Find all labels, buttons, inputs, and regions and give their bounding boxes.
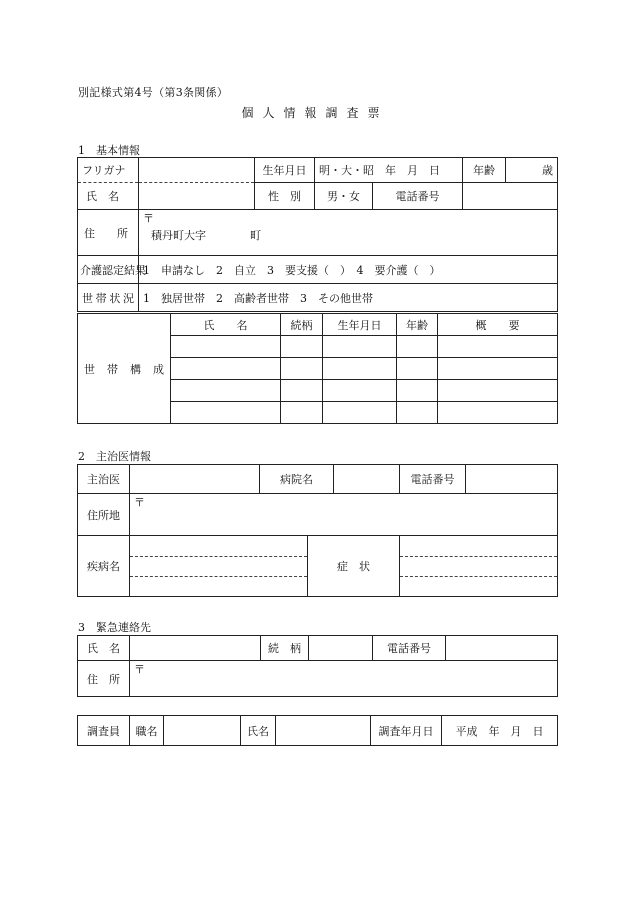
disease-field[interactable]	[130, 536, 308, 597]
member-age-field[interactable]	[397, 380, 438, 402]
member-relation-field[interactable]	[281, 402, 323, 424]
basic-info-table	[77, 157, 558, 312]
household-composition-label: 世帯構成	[78, 314, 171, 424]
member-relation-field[interactable]	[281, 380, 323, 402]
postal-mark-icon: 〒	[134, 663, 145, 676]
surveyor-name-label: 氏名	[241, 716, 276, 746]
member-age-field[interactable]	[397, 402, 438, 424]
composition-header-birthdate: 生年月日	[323, 314, 397, 336]
emergency-contact-table	[77, 635, 558, 697]
member-name-field[interactable]	[171, 402, 281, 424]
member-birthdate-field[interactable]	[323, 402, 397, 424]
symptom-label: 症 状	[308, 536, 400, 597]
position-label: 職名	[130, 716, 164, 746]
contact-phone-label: 電話番号	[373, 636, 446, 661]
care-certification-options[interactable]: 1 申請なし 2 自立 3 要支援（ ） 4 要介護（ ）	[139, 256, 558, 284]
contact-relation-field[interactable]	[309, 636, 373, 661]
doctor-address-field[interactable]	[130, 494, 558, 536]
member-relation-field[interactable]	[281, 336, 323, 358]
section-title-doctor-info: 2 主治医情報	[78, 450, 151, 463]
member-name-field[interactable]	[171, 380, 281, 402]
doctor-address-label: 住所地	[78, 494, 130, 536]
section-title-emergency-contact: 3 緊急連絡先	[78, 621, 151, 634]
symptom-field[interactable]	[400, 536, 558, 597]
furigana-field[interactable]	[139, 158, 255, 183]
household-status-label: 世帯状況	[78, 284, 139, 312]
birthdate-field[interactable]: 明・大・昭 年 月 日	[315, 158, 463, 183]
composition-header-name: 氏 名	[171, 314, 281, 336]
gender-label: 性 別	[255, 183, 315, 210]
hospital-field[interactable]	[334, 465, 400, 494]
composition-header-summary: 概 要	[438, 314, 558, 336]
composition-header-relation: 続柄	[281, 314, 323, 336]
surveyor-table	[77, 715, 558, 746]
age-label: 年齢	[463, 158, 506, 183]
postal-mark-icon: 〒	[134, 496, 145, 509]
member-summary-field[interactable]	[438, 380, 558, 402]
disease-label: 疾病名	[78, 536, 130, 597]
care-certification-label: 介護認定結果	[78, 256, 139, 284]
name-label: 氏 名	[78, 183, 139, 210]
surveyor-label: 調査員	[78, 716, 130, 746]
name-field[interactable]	[139, 183, 255, 210]
gender-options[interactable]: 男・女	[315, 183, 373, 210]
surveyor-name-field[interactable]	[276, 716, 371, 746]
contact-phone-field[interactable]	[446, 636, 558, 661]
member-age-field[interactable]	[397, 358, 438, 380]
member-birthdate-field[interactable]	[323, 380, 397, 402]
household-status-options[interactable]: 1 独居世帯 2 高齢者世帯 3 その他世帯	[139, 284, 558, 312]
contact-address-label: 住 所	[78, 661, 130, 697]
phone-field[interactable]	[463, 183, 558, 210]
member-summary-field[interactable]	[438, 402, 558, 424]
doctor-phone-label: 電話番号	[400, 465, 466, 494]
member-relation-field[interactable]	[281, 358, 323, 380]
hospital-label: 病院名	[260, 465, 334, 494]
position-field[interactable]	[164, 716, 241, 746]
member-birthdate-field[interactable]	[323, 336, 397, 358]
address-value: 積丹町大字 町	[151, 229, 261, 242]
composition-header-age: 年齢	[397, 314, 438, 336]
furigana-label: フリガナ	[78, 158, 139, 183]
member-birthdate-field[interactable]	[323, 358, 397, 380]
household-composition-table	[77, 313, 558, 424]
address-label: 住 所	[78, 210, 139, 256]
doctor-info-table	[77, 464, 558, 597]
doctor-label: 主治医	[78, 465, 130, 494]
contact-name-field[interactable]	[130, 636, 261, 661]
survey-date-label: 調査年月日	[371, 716, 442, 746]
doctor-phone-field[interactable]	[466, 465, 558, 494]
member-name-field[interactable]	[171, 358, 281, 380]
contact-relation-label: 続 柄	[261, 636, 309, 661]
birthdate-label: 生年月日	[255, 158, 315, 183]
phone-label: 電話番号	[373, 183, 463, 210]
contact-name-label: 氏 名	[78, 636, 130, 661]
section-title-basic-info: 1 基本情報	[78, 144, 140, 157]
address-field[interactable]	[139, 210, 558, 256]
contact-address-field[interactable]	[130, 661, 558, 697]
document-title: 個人情報調査票	[241, 106, 389, 120]
doctor-field[interactable]	[130, 465, 260, 494]
member-summary-field[interactable]	[438, 336, 558, 358]
age-field[interactable]: 歳	[506, 158, 558, 183]
member-age-field[interactable]	[397, 336, 438, 358]
survey-date-field[interactable]: 平成 年 月 日	[442, 716, 558, 746]
member-name-field[interactable]	[171, 336, 281, 358]
postal-mark-icon: 〒	[143, 212, 154, 225]
form-number-label: 別記様式第4号（第3条関係）	[78, 86, 229, 99]
member-summary-field[interactable]	[438, 358, 558, 380]
